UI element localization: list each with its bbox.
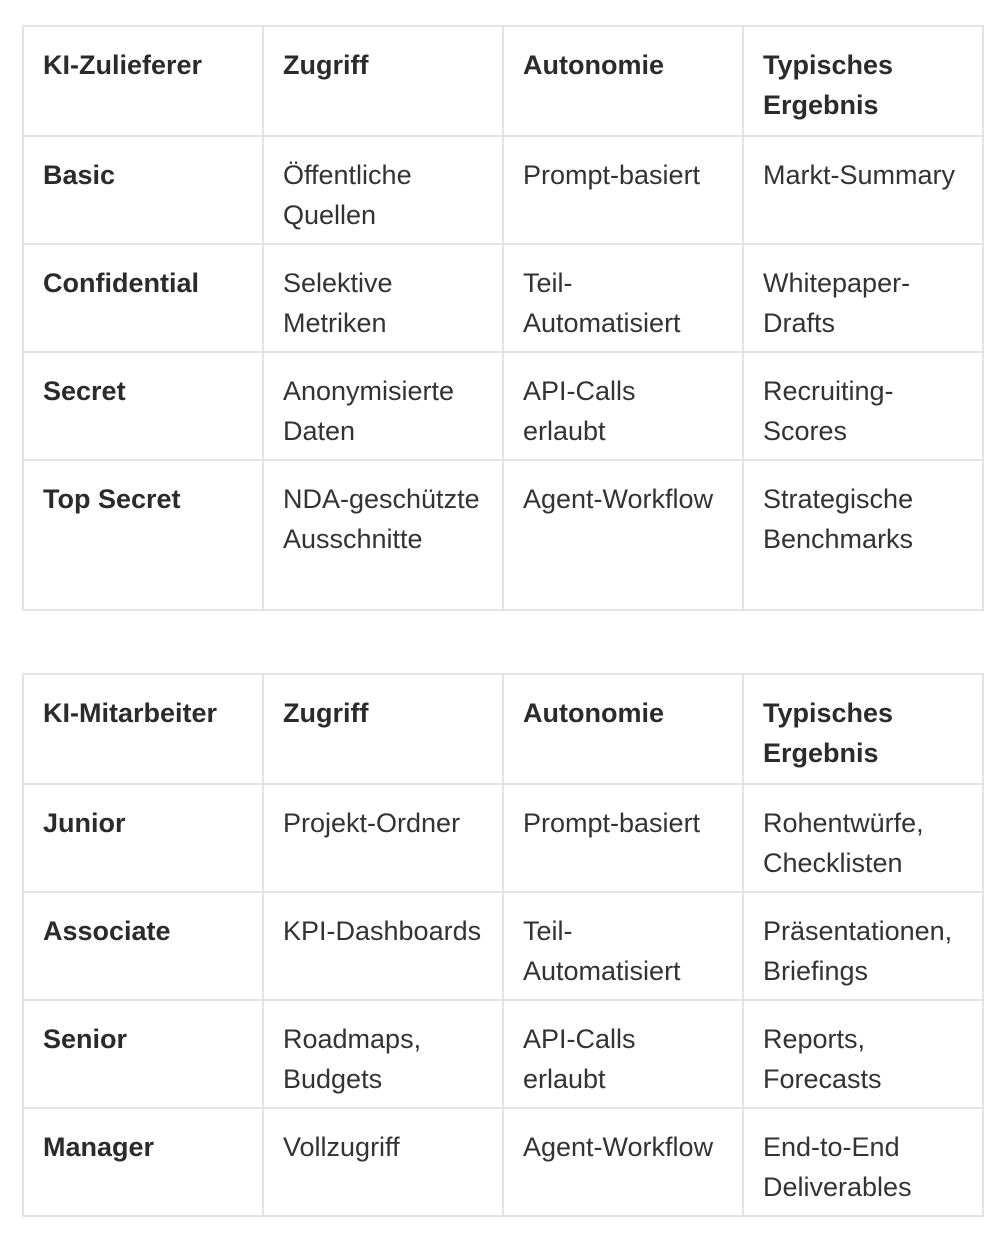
table-cell: Whitepaper-Drafts bbox=[743, 244, 983, 352]
table-cell: Agent-Workflow bbox=[503, 1108, 743, 1216]
row-label-cell: Basic bbox=[23, 136, 263, 244]
table-row bbox=[23, 892, 983, 1000]
header-cell: KI-Zulieferer bbox=[23, 26, 263, 136]
ki-mitarbeiter-table bbox=[22, 673, 984, 1217]
table-header-row bbox=[23, 674, 983, 784]
header-cell: Autonomie bbox=[503, 674, 743, 784]
table-cell: End-to-End Deliverables bbox=[743, 1108, 983, 1216]
row-label-cell: Associate bbox=[23, 892, 263, 1000]
table-cell: Reports, Forecasts bbox=[743, 1000, 983, 1108]
table-row bbox=[23, 352, 983, 460]
table-cell: Prompt-basiert bbox=[503, 784, 743, 892]
table-cell: Roadmaps, Budgets bbox=[263, 1000, 503, 1108]
table-row bbox=[23, 1000, 983, 1108]
table-cell: Anonymisierte Daten bbox=[263, 352, 503, 460]
row-label-cell: Confidential bbox=[23, 244, 263, 352]
table-cell: Strategische Benchmarks bbox=[743, 460, 983, 610]
table-cell: Markt-Summary bbox=[743, 136, 983, 244]
row-label-cell: Senior bbox=[23, 1000, 263, 1108]
header-cell: Typisches Ergebnis bbox=[743, 26, 983, 136]
row-label-cell: Junior bbox=[23, 784, 263, 892]
table-cell: API-Calls erlaubt bbox=[503, 352, 743, 460]
table-cell: Recruiting-Scores bbox=[743, 352, 983, 460]
header-cell: Autonomie bbox=[503, 26, 743, 136]
table-cell: Vollzugriff bbox=[263, 1108, 503, 1216]
table-cell: Öffentliche Quellen bbox=[263, 136, 503, 244]
table-cell: NDA-geschützte Ausschnitte bbox=[263, 460, 503, 610]
header-cell: Zugriff bbox=[263, 26, 503, 136]
table-header-row bbox=[23, 26, 983, 136]
table-cell: Teil-Automatisiert bbox=[503, 892, 743, 1000]
header-cell: KI-Mitarbeiter bbox=[23, 674, 263, 784]
table-cell: Prompt-basiert bbox=[503, 136, 743, 244]
table-cell: Teil-Automatisiert bbox=[503, 244, 743, 352]
table-cell: API-Calls erlaubt bbox=[503, 1000, 743, 1108]
table-row bbox=[23, 784, 983, 892]
table-row bbox=[23, 1108, 983, 1216]
table-cell: Rohentwürfe, Checklisten bbox=[743, 784, 983, 892]
table-cell: KPI-Dashboards bbox=[263, 892, 503, 1000]
header-cell: Zugriff bbox=[263, 674, 503, 784]
row-label-cell: Top Secret bbox=[23, 460, 263, 610]
table-row bbox=[23, 460, 983, 610]
table-row bbox=[23, 136, 983, 244]
table-cell: Projekt-Ordner bbox=[263, 784, 503, 892]
table-row bbox=[23, 244, 983, 352]
ki-zulieferer-table bbox=[22, 25, 984, 611]
header-cell: Typisches Ergebnis bbox=[743, 674, 983, 784]
table-cell: Präsentationen, Briefings bbox=[743, 892, 983, 1000]
table-cell: Agent-Workflow bbox=[503, 460, 743, 610]
table-cell: Selektive Metriken bbox=[263, 244, 503, 352]
row-label-cell: Manager bbox=[23, 1108, 263, 1216]
row-label-cell: Secret bbox=[23, 352, 263, 460]
